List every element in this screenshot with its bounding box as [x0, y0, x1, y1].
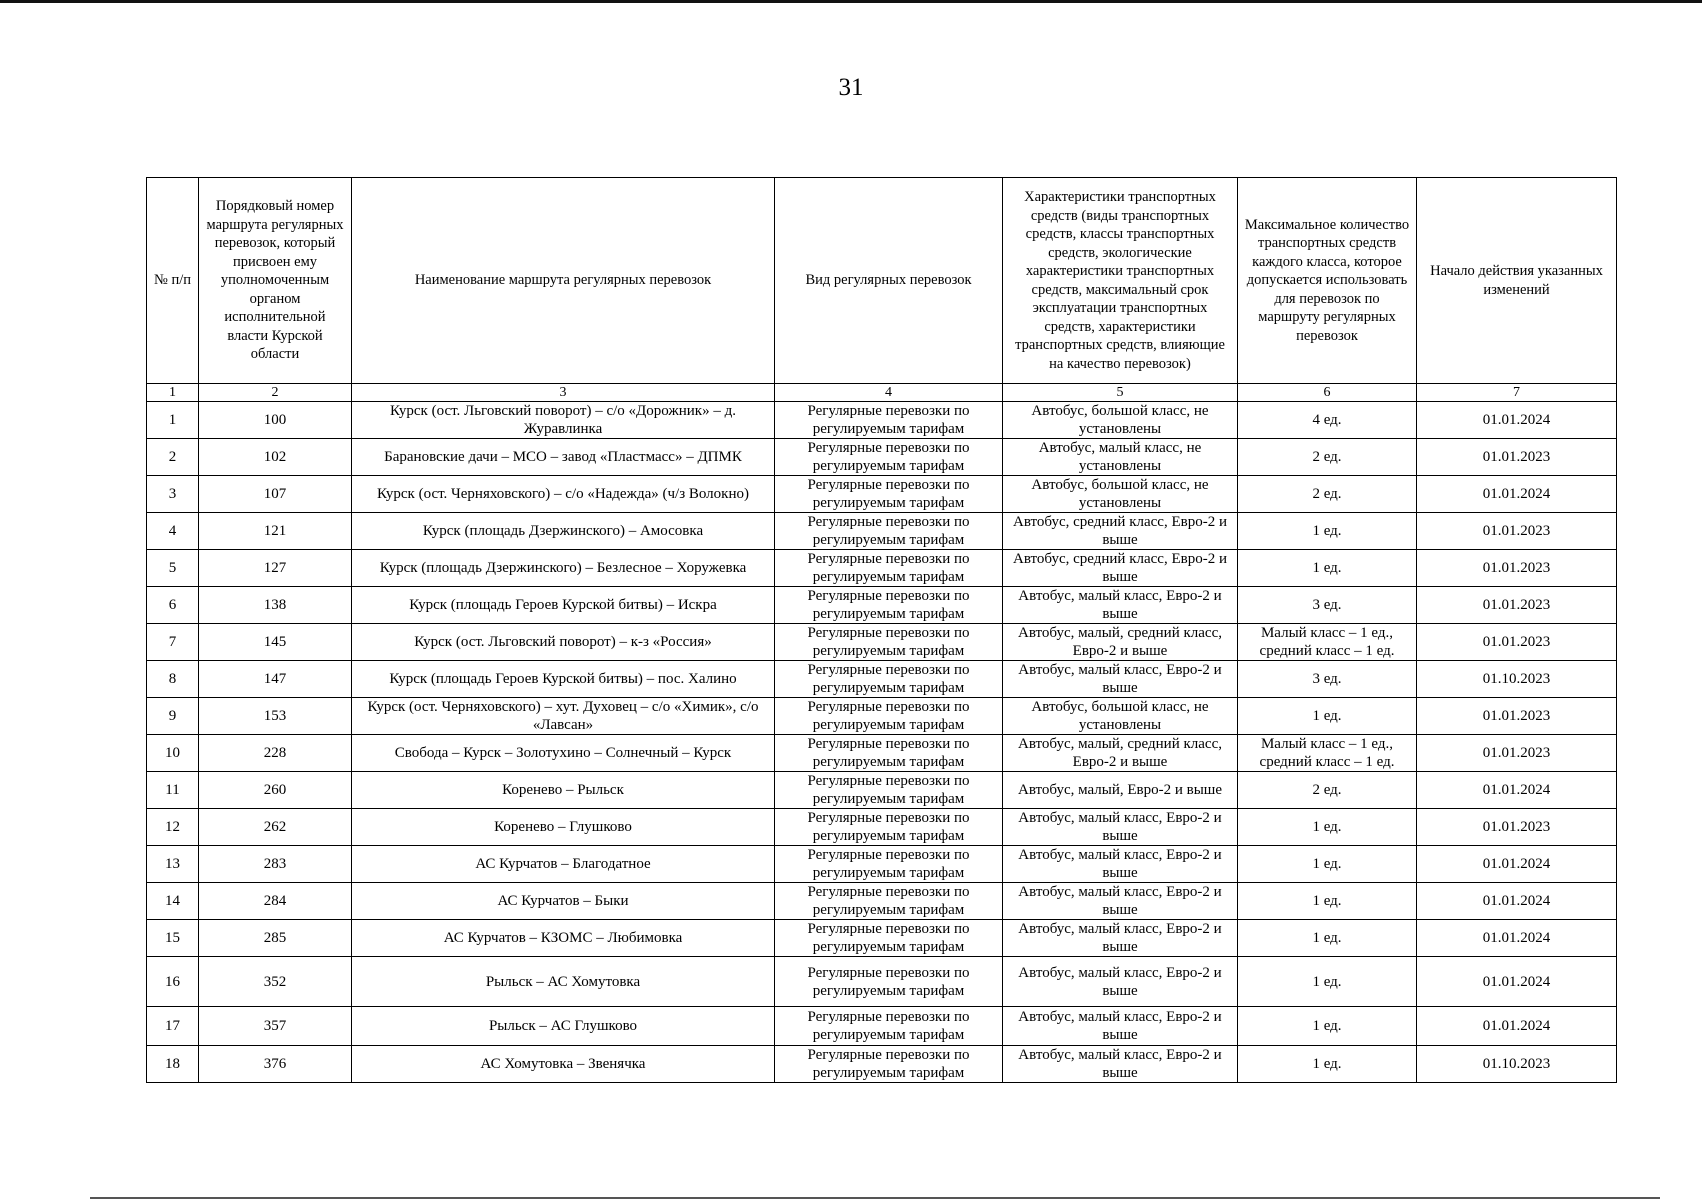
header-max-vehicles: Максимальное количество транспортных средств каждого класса, которое допускается использовать для перевозок по маршруту регулярных перевозок	[1238, 178, 1417, 384]
cell-transport-type: Регулярные перевозки по регулируемым тарифам	[775, 883, 1003, 920]
cell-max-vehicles: 1 ед.	[1238, 883, 1417, 920]
cell-route-name: Курск (ост. Черняховского) – хут. Духовец – с/о «Химик», с/о «Лавсан»	[352, 698, 775, 735]
cell-start-date: 01.01.2024	[1417, 957, 1617, 1007]
cell-route-name: Коренево – Рыльск	[352, 772, 775, 809]
table-row	[147, 587, 1617, 624]
cell-transport-type: Регулярные перевозки по регулируемым тарифам	[775, 809, 1003, 846]
cell-index: 6	[147, 587, 199, 624]
cell-route-number: 352	[199, 957, 352, 1007]
cell-index: 8	[147, 661, 199, 698]
cell-vehicle-characteristics: Автобус, малый класс, Евро-2 и выше	[1003, 587, 1238, 624]
cell-route-name: Курск (площадь Дзержинского) – Амосовка	[352, 513, 775, 550]
cell-transport-type: Регулярные перевозки по регулируемым тарифам	[775, 624, 1003, 661]
header-vehicle-characteristics: Характеристики транспортных средств (виды транспортных средств, классы транспортных средств, экологические характеристики транспортных средств, максимальный срок эксплуатации транспортных средств, характеристики транспортных средств, влияющие на качество перевозок)	[1003, 178, 1238, 384]
cell-index: 3	[147, 476, 199, 513]
table-row	[147, 772, 1617, 809]
cell-index: 2	[147, 439, 199, 476]
cell-start-date: 01.01.2023	[1417, 809, 1617, 846]
cell-route-name: Курск (площадь Дзержинского) – Безлесное – Хоружевка	[352, 550, 775, 587]
table-row	[147, 1046, 1617, 1083]
cell-route-number: 260	[199, 772, 352, 809]
cell-start-date: 01.10.2023	[1417, 1046, 1617, 1083]
cell-index: 7	[147, 624, 199, 661]
cell-max-vehicles: 3 ед.	[1238, 661, 1417, 698]
header-route-name: Наименование маршрута регулярных перевозок	[352, 178, 775, 384]
cell-vehicle-characteristics: Автобус, большой класс, не установлены	[1003, 698, 1238, 735]
cell-vehicle-characteristics: Автобус, малый, средний класс, Евро-2 и выше	[1003, 624, 1238, 661]
cell-transport-type: Регулярные перевозки по регулируемым тарифам	[775, 957, 1003, 1007]
cell-route-number: 262	[199, 809, 352, 846]
cell-start-date: 01.01.2023	[1417, 735, 1617, 772]
cell-vehicle-characteristics: Автобус, большой класс, не установлены	[1003, 402, 1238, 439]
cell-start-date: 01.01.2023	[1417, 698, 1617, 735]
header-transport-type: Вид регулярных перевозок	[775, 178, 1003, 384]
cell-index: 11	[147, 772, 199, 809]
cell-index: 1	[147, 402, 199, 439]
cell-transport-type: Регулярные перевозки по регулируемым тарифам	[775, 439, 1003, 476]
cell-vehicle-characteristics: Автобус, малый класс, Евро-2 и выше	[1003, 957, 1238, 1007]
cell-max-vehicles: 1 ед.	[1238, 846, 1417, 883]
cell-start-date: 01.01.2023	[1417, 513, 1617, 550]
cell-vehicle-characteristics: Автобус, малый класс, Евро-2 и выше	[1003, 846, 1238, 883]
cell-max-vehicles: 2 ед.	[1238, 772, 1417, 809]
cell-vehicle-characteristics: Автобус, малый класс, Евро-2 и выше	[1003, 920, 1238, 957]
cell-start-date: 01.01.2024	[1417, 920, 1617, 957]
cell-start-date: 01.01.2023	[1417, 550, 1617, 587]
cell-start-date: 01.01.2024	[1417, 476, 1617, 513]
cell-vehicle-characteristics: Автобус, средний класс, Евро-2 и выше	[1003, 513, 1238, 550]
cell-start-date: 01.01.2024	[1417, 846, 1617, 883]
cell-index: 17	[147, 1007, 199, 1046]
cell-start-date: 01.01.2024	[1417, 772, 1617, 809]
cell-vehicle-characteristics: Автобус, малый класс, Евро-2 и выше	[1003, 1046, 1238, 1083]
column-number: 4	[775, 384, 1003, 402]
table-row	[147, 439, 1617, 476]
cell-start-date: 01.10.2023	[1417, 661, 1617, 698]
header-start-date: Начало действия указанных изменений	[1417, 178, 1617, 384]
cell-route-name: Курск (площадь Героев Курской битвы) – пос. Халино	[352, 661, 775, 698]
header-index: № п/п	[147, 178, 199, 384]
column-number: 7	[1417, 384, 1617, 402]
cell-transport-type: Регулярные перевозки по регулируемым тарифам	[775, 1046, 1003, 1083]
cell-route-number: 138	[199, 587, 352, 624]
cell-route-number: 121	[199, 513, 352, 550]
cell-route-number: 100	[199, 402, 352, 439]
cell-vehicle-characteristics: Автобус, малый класс, Евро-2 и выше	[1003, 883, 1238, 920]
cell-start-date: 01.01.2024	[1417, 1007, 1617, 1046]
cell-index: 16	[147, 957, 199, 1007]
table-row	[147, 698, 1617, 735]
cell-start-date: 01.01.2023	[1417, 439, 1617, 476]
table-row	[147, 550, 1617, 587]
page-bottom-rule	[90, 1197, 1660, 1199]
cell-route-name: Коренево – Глушково	[352, 809, 775, 846]
cell-route-name: Курск (ост. Льговский поворот) – с/о «Дорожник» – д. Журавлинка	[352, 402, 775, 439]
cell-route-number: 284	[199, 883, 352, 920]
cell-max-vehicles: Малый класс – 1 ед., средний класс – 1 ед.	[1238, 735, 1417, 772]
cell-vehicle-characteristics: Автобус, средний класс, Евро-2 и выше	[1003, 550, 1238, 587]
cell-route-name: АС Курчатов – Быки	[352, 883, 775, 920]
cell-transport-type: Регулярные перевозки по регулируемым тарифам	[775, 587, 1003, 624]
cell-route-number: 357	[199, 1007, 352, 1046]
cell-route-name: АС Курчатов – Благодатное	[352, 846, 775, 883]
column-number: 1	[147, 384, 199, 402]
table-body	[147, 402, 1617, 1083]
cell-transport-type: Регулярные перевозки по регулируемым тарифам	[775, 846, 1003, 883]
cell-route-number: 127	[199, 550, 352, 587]
cell-index: 18	[147, 1046, 199, 1083]
cell-route-number: 147	[199, 661, 352, 698]
cell-route-name: Свобода – Курск – Золотухино – Солнечный – Курск	[352, 735, 775, 772]
cell-max-vehicles: 3 ед.	[1238, 587, 1417, 624]
cell-route-number: 283	[199, 846, 352, 883]
cell-max-vehicles: 2 ед.	[1238, 476, 1417, 513]
cell-max-vehicles: 4 ед.	[1238, 402, 1417, 439]
table-row	[147, 402, 1617, 439]
cell-max-vehicles: 1 ед.	[1238, 1007, 1417, 1046]
cell-start-date: 01.01.2024	[1417, 402, 1617, 439]
cell-index: 5	[147, 550, 199, 587]
cell-max-vehicles: 1 ед.	[1238, 957, 1417, 1007]
cell-transport-type: Регулярные перевозки по регулируемым тарифам	[775, 661, 1003, 698]
table-header-row	[147, 178, 1617, 384]
cell-index: 15	[147, 920, 199, 957]
cell-transport-type: Регулярные перевозки по регулируемым тарифам	[775, 513, 1003, 550]
cell-route-name: АС Курчатов – КЗОМС – Любимовка	[352, 920, 775, 957]
cell-route-name: Курск (ост. Черняховского) – с/о «Надежда» (ч/з Волокно)	[352, 476, 775, 513]
table-row	[147, 1007, 1617, 1046]
cell-route-name: Курск (ост. Льговский поворот) – к-з «Россия»	[352, 624, 775, 661]
routes-table	[146, 177, 1617, 1083]
cell-max-vehicles: 1 ед.	[1238, 1046, 1417, 1083]
cell-max-vehicles: 1 ед.	[1238, 698, 1417, 735]
cell-index: 13	[147, 846, 199, 883]
cell-route-number: 285	[199, 920, 352, 957]
cell-max-vehicles: 2 ед.	[1238, 439, 1417, 476]
cell-max-vehicles: 1 ед.	[1238, 513, 1417, 550]
page-number: 31	[838, 74, 864, 101]
column-number: 6	[1238, 384, 1417, 402]
cell-vehicle-characteristics: Автобус, малый, Евро-2 и выше	[1003, 772, 1238, 809]
cell-route-number: 153	[199, 698, 352, 735]
cell-index: 9	[147, 698, 199, 735]
cell-index: 10	[147, 735, 199, 772]
cell-transport-type: Регулярные перевозки по регулируемым тарифам	[775, 1007, 1003, 1046]
cell-transport-type: Регулярные перевозки по регулируемым тарифам	[775, 402, 1003, 439]
cell-route-number: 107	[199, 476, 352, 513]
cell-transport-type: Регулярные перевозки по регулируемым тарифам	[775, 698, 1003, 735]
cell-index: 4	[147, 513, 199, 550]
cell-route-number: 376	[199, 1046, 352, 1083]
cell-route-name: Рыльск – АС Глушково	[352, 1007, 775, 1046]
cell-route-name: Рыльск – АС Хомутовка	[352, 957, 775, 1007]
table-row	[147, 846, 1617, 883]
table-row	[147, 883, 1617, 920]
table-row	[147, 624, 1617, 661]
column-number: 2	[199, 384, 352, 402]
page-top-border	[0, 0, 1702, 3]
cell-route-name: АС Хомутовка – Звенячка	[352, 1046, 775, 1083]
cell-transport-type: Регулярные перевозки по регулируемым тарифам	[775, 476, 1003, 513]
table-row	[147, 476, 1617, 513]
cell-vehicle-characteristics: Автобус, малый класс, Евро-2 и выше	[1003, 809, 1238, 846]
cell-route-number: 145	[199, 624, 352, 661]
cell-transport-type: Регулярные перевозки по регулируемым тарифам	[775, 735, 1003, 772]
cell-vehicle-characteristics: Автобус, малый, средний класс, Евро-2 и выше	[1003, 735, 1238, 772]
table-row	[147, 513, 1617, 550]
cell-max-vehicles: 1 ед.	[1238, 809, 1417, 846]
table-row	[147, 920, 1617, 957]
cell-start-date: 01.01.2024	[1417, 883, 1617, 920]
cell-vehicle-characteristics: Автобус, малый класс, Евро-2 и выше	[1003, 1007, 1238, 1046]
header-route-number: Порядковый номер маршрута регулярных перевозок, который присвоен ему уполномоченным органом исполнительной власти Курской области	[199, 178, 352, 384]
cell-index: 12	[147, 809, 199, 846]
table-row	[147, 661, 1617, 698]
cell-max-vehicles: 1 ед.	[1238, 920, 1417, 957]
cell-route-number: 228	[199, 735, 352, 772]
cell-transport-type: Регулярные перевозки по регулируемым тарифам	[775, 772, 1003, 809]
cell-vehicle-characteristics: Автобус, малый класс, Евро-2 и выше	[1003, 661, 1238, 698]
column-number: 3	[352, 384, 775, 402]
cell-route-name: Барановские дачи – МСО – завод «Пластмасс» – ДПМК	[352, 439, 775, 476]
column-numbers-row	[147, 384, 1617, 402]
cell-max-vehicles: 1 ед.	[1238, 550, 1417, 587]
cell-index: 14	[147, 883, 199, 920]
cell-start-date: 01.01.2023	[1417, 587, 1617, 624]
cell-start-date: 01.01.2023	[1417, 624, 1617, 661]
cell-vehicle-characteristics: Автобус, большой класс, не установлены	[1003, 476, 1238, 513]
cell-max-vehicles: Малый класс – 1 ед., средний класс – 1 ед.	[1238, 624, 1417, 661]
cell-vehicle-characteristics: Автобус, малый класс, не установлены	[1003, 439, 1238, 476]
cell-transport-type: Регулярные перевозки по регулируемым тарифам	[775, 550, 1003, 587]
cell-route-number: 102	[199, 439, 352, 476]
table-row	[147, 735, 1617, 772]
cell-transport-type: Регулярные перевозки по регулируемым тарифам	[775, 920, 1003, 957]
table-row	[147, 809, 1617, 846]
cell-route-name: Курск (площадь Героев Курской битвы) – Искра	[352, 587, 775, 624]
table-row	[147, 957, 1617, 1007]
column-number: 5	[1003, 384, 1238, 402]
